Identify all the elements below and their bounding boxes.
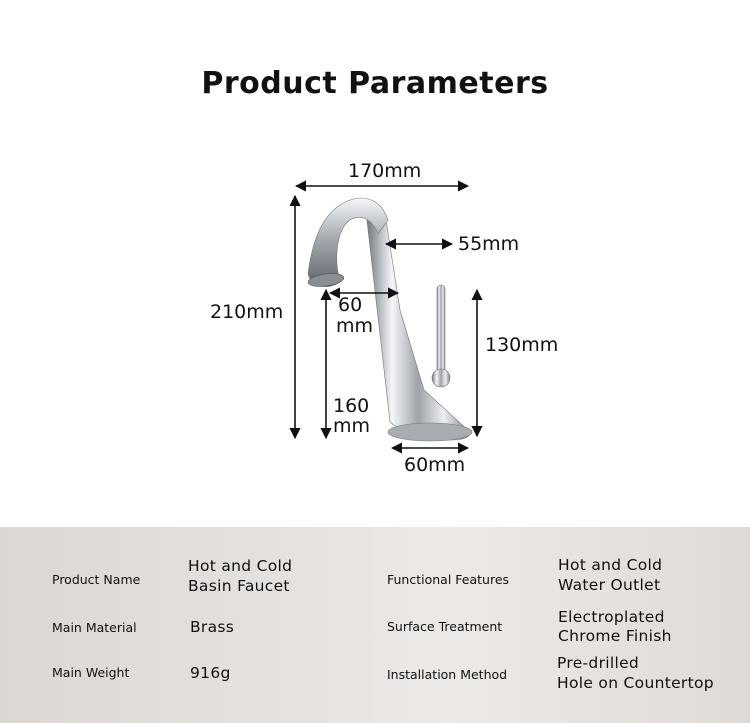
dim-label-spout-reach-2: mm [336,315,374,337]
dim-label-handle-height: 130mm [485,334,559,356]
page-title: Product Parameters [201,66,549,101]
faucet-body [366,206,470,440]
spec-value-surface-1: Electroplated [558,608,665,626]
spec-value-product-name-2: Basin Faucet [188,577,290,595]
faucet-drawing [0,150,750,490]
spec-label-weight: Main Weight [52,665,130,680]
spec-value-installation-1: Pre-drilled [557,654,640,672]
spec-label-product-name: Product Name [52,572,141,587]
dim-label-spout-height-2: mm [333,415,371,437]
spec-value-installation-2: Hole on Countertop [557,674,714,692]
spec-value-material: Brass [190,618,235,636]
faucet-base [388,423,472,441]
dim-label-base-width: 60mm [404,454,466,476]
spec-label-material: Main Material [52,620,137,635]
dim-label-spout-reach-1: 60 [338,294,363,316]
spec-label-surface: Surface Treatment [387,619,503,634]
faucet-dimension-diagram [0,150,750,490]
dim-label-spout-offset: 55mm [458,233,520,255]
spec-value-features-1: Hot and Cold [558,556,663,574]
spec-value-surface-2: Chrome Finish [558,627,672,645]
spec-table [0,527,750,723]
handle-knob [432,369,450,387]
dim-label-total-height: 210mm [210,301,284,323]
spec-value-product-name-1: Hot and Cold [188,557,293,575]
dim-label-spout-height-1: 160 [333,395,370,417]
spec-value-features-2: Water Outlet [558,576,661,594]
spec-label-features: Functional Features [387,572,510,587]
spec-label-installation: Installation Method [387,667,508,682]
dim-label-width-top: 170mm [348,160,422,182]
spec-value-weight: 916g [190,664,231,682]
